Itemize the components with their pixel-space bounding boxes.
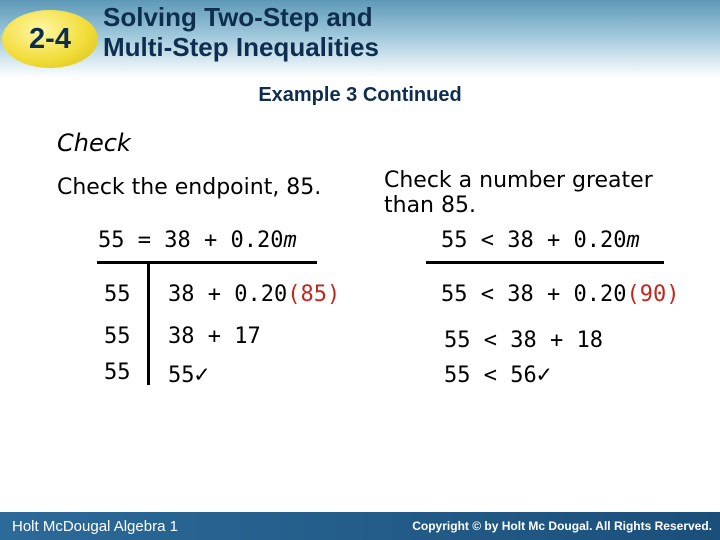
lesson-title <box>103 2 379 62</box>
footer-copyright: Copyright © by Holt Mc Dougal. All Rights Reserved. <box>412 519 712 533</box>
left-row-1-lhs: 55 <box>104 282 131 307</box>
right-table-rule <box>426 261 664 264</box>
title-line-2: Multi-Step Inequalities <box>103 32 379 62</box>
right-row-1 <box>441 282 679 307</box>
right-row-1-op: < <box>480 282 494 307</box>
left-row-2-lhs: 55 <box>104 324 131 349</box>
left-row-1-substitution: (85) <box>287 282 341 307</box>
right-row-2-op: < <box>483 328 497 353</box>
left-row-1-rhs: 38 + 0.20(85) <box>168 282 341 307</box>
header-banner <box>0 0 720 78</box>
right-row-3 <box>444 360 551 388</box>
right-equation-var: m <box>626 228 640 253</box>
right-row-3-lhs: 55 <box>444 363 471 388</box>
left-row-3-rhs: 55✓ <box>168 360 209 388</box>
lesson-number-badge: 2-4 <box>2 10 98 68</box>
right-instruction-line-2: than 85. <box>384 193 476 218</box>
left-equation <box>98 228 297 253</box>
right-instruction-line-1: Check a number greater <box>384 168 653 193</box>
right-equation-op: < <box>480 228 494 253</box>
footer-bar <box>0 512 720 540</box>
right-check-icon: ✓ <box>536 360 552 388</box>
check-heading: Check <box>57 129 131 157</box>
footer-course-name: Holt McDougal Algebra 1 <box>12 518 178 535</box>
right-equation <box>441 228 640 253</box>
left-row-2-rhs: 38 + 17 <box>168 324 261 349</box>
right-instruction <box>384 168 653 218</box>
right-row-1-substitution: (90) <box>626 282 680 307</box>
right-row-2 <box>444 328 603 353</box>
title-line-1: Solving Two-Step and <box>103 2 373 32</box>
left-equation-op: = <box>137 228 151 253</box>
right-equation-lhs: 55 <box>441 228 468 253</box>
left-table-divider <box>147 263 150 385</box>
left-row-3-lhs: 55 <box>104 360 131 385</box>
example-subtitle: Example 3 Continued <box>258 84 462 106</box>
right-row-2-rhs: 38 + 18 <box>510 328 603 353</box>
right-row-3-op: < <box>483 363 497 388</box>
left-equation-var: m <box>283 228 297 253</box>
right-row-2-lhs: 55 <box>444 328 471 353</box>
left-equation-lhs: 55 <box>98 228 125 253</box>
left-check-icon: ✓ <box>194 360 209 388</box>
left-equation-rhs: 38 + 0.20 <box>164 228 284 253</box>
left-instruction: Check the endpoint, 85. <box>57 175 322 200</box>
right-equation-rhs: 38 + 0.20 <box>507 228 627 253</box>
right-row-1-lhs: 55 <box>441 282 468 307</box>
left-table-rule <box>97 261 317 264</box>
right-row-3-rhs: 56 <box>510 363 537 388</box>
right-row-1-rhs: 38 + 0.20 <box>507 282 627 307</box>
